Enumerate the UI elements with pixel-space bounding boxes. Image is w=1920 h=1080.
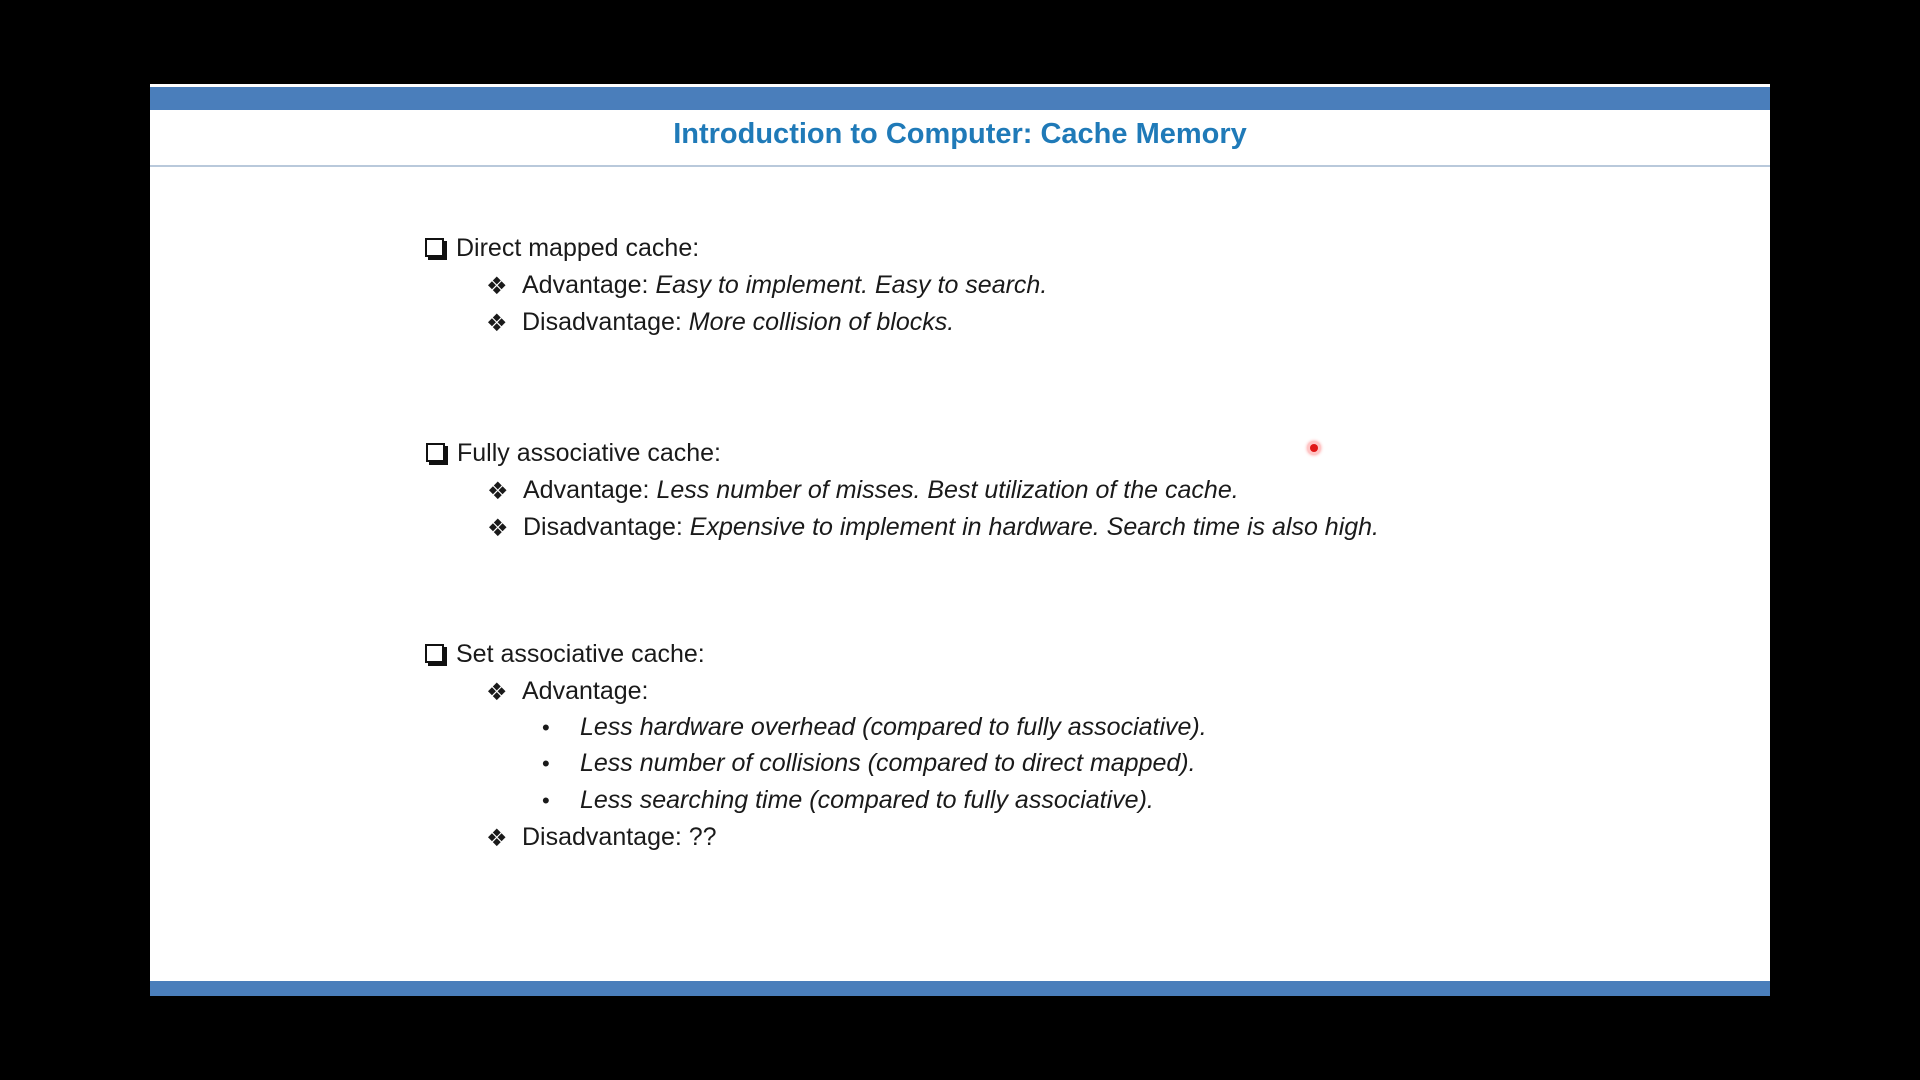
- dot-bullet-icon: •: [542, 751, 550, 776]
- checkbox-square-icon: [426, 443, 445, 462]
- dot-bullet-icon: •: [542, 715, 550, 740]
- item-label: Disadvantage: ??: [522, 823, 717, 851]
- slide-content: [150, 84, 1770, 984]
- item-description: Easy to implement. Easy to search.: [655, 271, 1048, 299]
- checkbox-square-icon: [425, 644, 444, 663]
- presentation-slide: [150, 84, 1770, 996]
- item-label: Advantage:: [522, 677, 649, 705]
- item-label: Advantage:: [523, 476, 657, 504]
- item-description: More collision of blocks.: [688, 308, 955, 336]
- list-item: [486, 676, 649, 706]
- list-item: [486, 270, 1047, 300]
- four-diamond-icon: ❖: [487, 514, 509, 542]
- sub-item-text: Less searching time (compared to fully associative).: [580, 786, 1154, 814]
- sub-list-item: [542, 712, 1207, 742]
- laser-pointer-dot: [1307, 441, 1321, 455]
- four-diamond-icon: ❖: [486, 678, 508, 706]
- slide-bottom-bar: [150, 981, 1770, 996]
- list-item: [486, 822, 717, 852]
- slide-title: Introduction to Computer: Cache Memory: [673, 118, 1247, 150]
- list-item: [487, 512, 1379, 542]
- four-diamond-icon: ❖: [487, 477, 509, 505]
- item-label: Advantage:: [522, 271, 656, 299]
- list-item: [486, 307, 954, 337]
- section-heading-text: Set associative cache:: [456, 640, 705, 668]
- item-label: Disadvantage:: [523, 513, 690, 541]
- item-label: Disadvantage:: [522, 308, 689, 336]
- item-description: Less number of misses. Best utilization of the cache.: [656, 476, 1239, 504]
- four-diamond-icon: ❖: [486, 309, 508, 337]
- section-heading-set-associative: [425, 639, 705, 669]
- four-diamond-icon: ❖: [486, 824, 508, 852]
- section-heading-direct-mapped: [425, 233, 699, 263]
- section-heading-text: Fully associative cache:: [457, 439, 722, 467]
- dot-bullet-icon: •: [542, 788, 550, 813]
- section-heading-fully-associative: [426, 438, 721, 468]
- list-item: [487, 475, 1239, 505]
- sub-item-text: Less number of collisions (compared to direct mapped).: [580, 749, 1196, 777]
- sub-list-item: [542, 748, 1196, 778]
- sub-list-item: [542, 785, 1154, 815]
- item-description: Expensive to implement in hardware. Search time is also high.: [689, 513, 1380, 541]
- section-heading-text: Direct mapped cache:: [456, 234, 700, 262]
- checkbox-square-icon: [425, 238, 444, 257]
- four-diamond-icon: ❖: [486, 272, 508, 300]
- sub-item-text: Less hardware overhead (compared to fully associative).: [580, 713, 1207, 741]
